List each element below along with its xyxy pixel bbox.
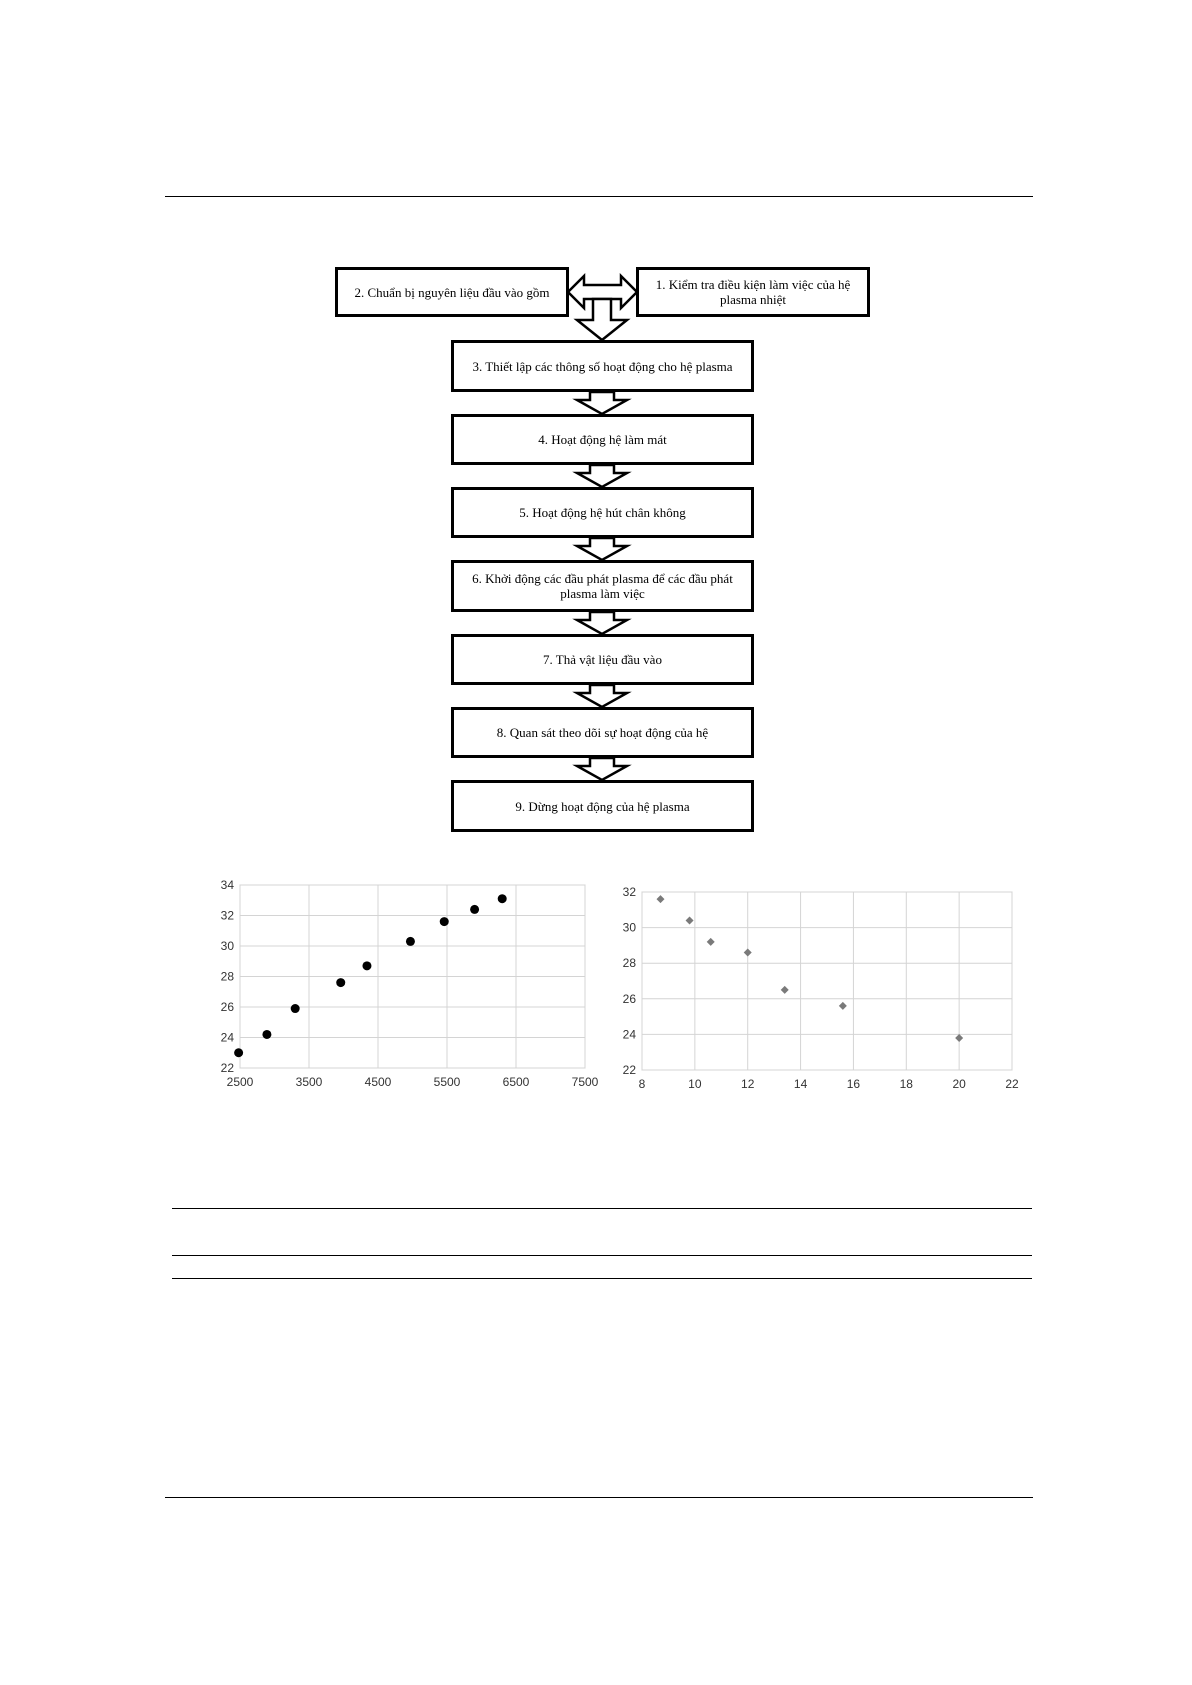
chart1-x-tick-label: 8	[638, 1077, 646, 1091]
chart1-data-point	[839, 1002, 847, 1010]
chart1-y-tick-label: 24	[622, 1027, 636, 1042]
chart1-data-point	[707, 938, 715, 946]
footer-rule	[165, 1497, 1033, 1498]
flow-step-8	[451, 707, 754, 758]
flow-step-2	[335, 267, 569, 317]
chart0-data-point	[498, 894, 507, 903]
chart0-x-tick-label: 3500	[295, 1075, 323, 1089]
scatter-chart-left	[200, 875, 600, 1105]
chart0-data-point	[234, 1048, 243, 1057]
flow-step-7	[451, 634, 754, 685]
table-rule-middle	[172, 1255, 1032, 1256]
table-rule-top	[172, 1208, 1032, 1209]
chart1-data-point	[781, 986, 789, 994]
chart0-y-tick-label: 24	[220, 1030, 234, 1045]
chart1-data-point	[686, 916, 694, 924]
down-arrow-5-6	[577, 538, 627, 560]
chart1-x-tick-label: 20	[952, 1077, 966, 1091]
chart0-data-point	[440, 917, 449, 926]
chart0-data-point	[406, 937, 415, 946]
flow-step-9-label: 9. Dừng hoạt động của hệ plasma	[515, 798, 690, 814]
chart0-data-point	[336, 978, 345, 987]
flow-step-4-label: 4. Hoạt động hệ làm mát	[538, 432, 667, 447]
flow-step-8-label: 8. Quan sát theo dõi sự hoạt động của hệ	[496, 725, 709, 740]
chart1-plot-area	[642, 892, 1012, 1070]
chart0-x-tick-label: 6500	[502, 1075, 530, 1089]
double-arrow	[568, 276, 637, 308]
chart1-y-tick-label: 28	[622, 956, 636, 971]
chart0-data-point	[362, 961, 371, 970]
chart1-y-tick-label: 22	[622, 1063, 636, 1077]
chart1-y-tick-label: 32	[622, 885, 636, 899]
scatter-chart-right	[622, 875, 1062, 1105]
down-arrow-4-5	[577, 465, 627, 487]
chart1-y-tick-label: 26	[622, 991, 636, 1006]
chart0-x-tick-label: 7500	[571, 1075, 599, 1089]
down-arrow-to-step3	[577, 299, 627, 340]
chart0-y-tick-label: 26	[220, 1000, 234, 1014]
chart0-y-tick-label: 32	[220, 908, 234, 923]
flow-step-1-label: 1. Kiểm tra điều kiện làm việc của hệ plasma nhiệt	[655, 277, 851, 307]
chart1-x-tick-label: 10	[688, 1077, 702, 1091]
flow-step-6-label: 6. Khởi động các đầu phát plasma để các đầu phát plasma làm việc	[472, 571, 733, 601]
down-arrow-6-7	[577, 612, 627, 634]
flow-step-3	[451, 340, 754, 392]
flow-step-1	[636, 267, 870, 317]
chart0-y-tick-label: 22	[220, 1061, 234, 1075]
flow-step-4	[451, 414, 754, 465]
chart0-y-tick-label: 34	[220, 878, 234, 892]
table-rule-bottom	[172, 1278, 1032, 1279]
flow-step-5-label: 5. Hoạt động hệ hút chân không	[519, 505, 686, 520]
chart1-data-point	[657, 895, 665, 903]
chart0-data-point	[470, 905, 479, 914]
flow-step-7-label: 7. Thả vật liệu đầu vào	[543, 652, 662, 667]
down-arrow-7-8	[577, 685, 627, 707]
chart1-x-tick-label: 22	[1005, 1077, 1019, 1091]
chart0-x-tick-label: 2500	[226, 1075, 254, 1089]
chart1-y-tick-label: 30	[622, 920, 636, 935]
flow-step-5	[451, 487, 754, 538]
chart1-x-tick-label: 16	[846, 1077, 861, 1091]
chart0-x-tick-label: 4500	[364, 1075, 392, 1089]
chart0-x-tick-label: 5500	[433, 1075, 461, 1089]
chart0-data-point	[291, 1004, 300, 1013]
chart1-x-tick-label: 12	[741, 1077, 755, 1091]
chart0-data-point	[262, 1030, 271, 1039]
down-arrow-3-4	[577, 392, 627, 414]
chart0-y-tick-label: 30	[220, 939, 234, 953]
chart1-x-tick-label: 18	[899, 1077, 913, 1091]
chart0-y-tick-label: 28	[220, 969, 234, 984]
flow-step-9	[451, 780, 754, 832]
flow-step-3-label: 3. Thiết lập các thông số hoạt động cho hệ plasma	[472, 358, 733, 374]
chart1-data-point	[744, 949, 752, 957]
flow-step-6	[451, 560, 754, 612]
down-arrow-8-9	[577, 758, 627, 780]
chart1-data-point	[955, 1034, 963, 1042]
chart1-x-tick-label: 14	[793, 1077, 808, 1091]
header-rule	[165, 196, 1033, 197]
flow-step-2-label: 2. Chuẩn bị nguyên liệu đầu vào gồm	[354, 284, 550, 300]
